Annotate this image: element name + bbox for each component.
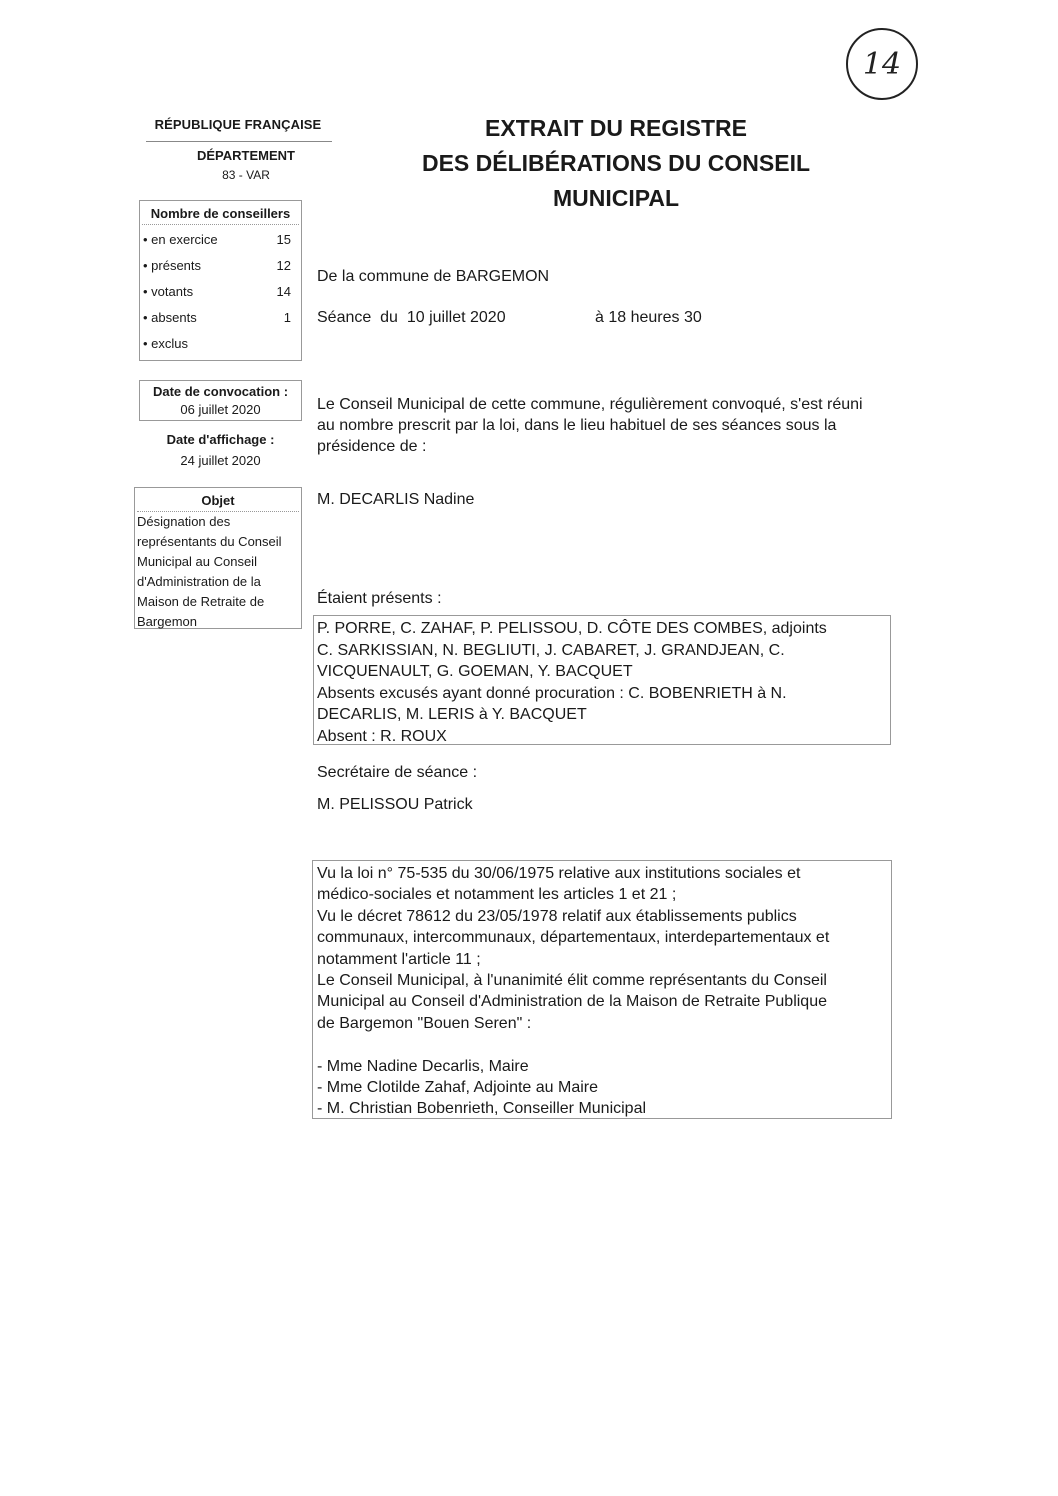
convocation-label: Date de convocation : [152, 384, 289, 399]
blank-line [317, 1034, 889, 1055]
objet-title: Objet [201, 493, 235, 508]
seance-line [317, 309, 702, 327]
count-label: • présents [143, 258, 202, 273]
title-line: MUNICIPAL [552, 185, 680, 211]
presents-line: P. PORRE, C. ZAHAF, P. PELISSOU, D. CÔTE DES COMBES, adjoints [317, 620, 827, 637]
decision-line: communaux, intercommunaux, départementaux, interdepartementaux et [317, 929, 830, 947]
presents-line: VICQUENAULT, G. GOEMAN, Y. BACQUET [317, 663, 633, 680]
count-label: • exclus [143, 336, 189, 351]
commune-line: De la commune de BARGEMON [317, 268, 550, 285]
decision-box [312, 860, 892, 1119]
affichage-label: Date d'affichage : [166, 432, 275, 447]
representative-item: - Mme Clotilde Zahaf, Adjointe au Maire [317, 1079, 599, 1097]
objet-box [134, 487, 302, 629]
count-value: 12 [276, 258, 291, 273]
count-value: 14 [276, 284, 291, 299]
intro-paragraph: Le Conseil Municipal de cette commune, régulièrement convoqué, s'est réuni au nombre prescrit par la loi, dans le lieu habituel de ses séances sous la présidence de : [317, 396, 863, 455]
divider [146, 141, 332, 142]
conseillers-title: Nombre de conseillers [150, 206, 291, 221]
count-row-votants [143, 284, 291, 300]
republique-heading: RÉPUBLIQUE FRANÇAISE [154, 117, 322, 132]
count-row-absents [143, 310, 291, 326]
president-name: M. DECARLIS Nadine [317, 491, 475, 508]
presents-box [313, 615, 891, 745]
decision-line: de Bargemon "Bouen Seren" : [317, 1014, 532, 1032]
departement-label: DÉPARTEMENT [197, 148, 295, 163]
title-line: DES DÉLIBÉRATIONS DU CONSEIL [421, 150, 811, 176]
count-row-en-exercice [143, 232, 291, 248]
count-label: • votants [143, 284, 194, 299]
conseillers-box [139, 200, 302, 361]
decision-line: Le Conseil Municipal, à l'unanimité élit comme représentants du Conseil [317, 972, 827, 990]
count-row-presents [143, 258, 291, 274]
decision-line: notamment l'article 11 ; [317, 950, 481, 968]
affichage-date: 24 juillet 2020 [180, 453, 261, 468]
seance-heure: à 18 heures 30 [595, 309, 702, 326]
presents-line: DECARLIS, M. LERIS à Y. BACQUET [317, 706, 587, 723]
presents-line: C. SARKISSIAN, N. BEGLIUTI, J. CABARET, J. GRANDJEAN, C. [317, 641, 785, 659]
representative-item: - M. Christian Bobenrieth, Conseiller Municipal [317, 1100, 647, 1118]
departement-value: 83 - VAR [222, 168, 270, 182]
convocation-date: 06 juillet 2020 [180, 402, 261, 417]
decision-line: Vu la loi n° 75-535 du 30/06/1975 relative aux institutions sociales et [317, 865, 801, 882]
presents-line: Absents excusés ayant donné procuration : C. BOBENRIETH à N. [317, 684, 787, 702]
presents-label: Étaient présents : [317, 590, 442, 607]
document-title [376, 111, 856, 216]
seance-date: Séance du 10 juillet 2020 [317, 309, 506, 326]
count-value: 1 [283, 310, 291, 325]
page-number-mark: 14 [846, 28, 918, 100]
divider [142, 224, 299, 225]
count-label: • en exercice [143, 232, 218, 247]
count-row-exclus [143, 336, 291, 352]
objet-text: Désignation des représentants du Conseil Municipal au Conseil d'Administration de la Maison de Retraite de Bargemon [137, 514, 282, 629]
secretaire-name: M. PELISSOU Patrick [317, 796, 473, 813]
count-label: • absents [143, 310, 197, 325]
count-value: 15 [276, 232, 291, 247]
presents-line: Absent : R. ROUX [317, 727, 447, 745]
title-line: EXTRAIT DU REGISTRE [485, 115, 747, 141]
secretaire-label: Secrétaire de séance : [317, 764, 478, 781]
decision-line: Vu le décret 78612 du 23/05/1978 relatif aux établissements publics [317, 907, 797, 925]
convocation-box [139, 380, 302, 421]
representative-item: - Mme Nadine Decarlis, Maire [317, 1057, 529, 1075]
decision-line: médico-sociales et notamment les articles 1 et 21 ; [317, 886, 677, 904]
decision-line: Municipal au Conseil d'Administration de la Maison de Retraite Publique [317, 993, 827, 1011]
